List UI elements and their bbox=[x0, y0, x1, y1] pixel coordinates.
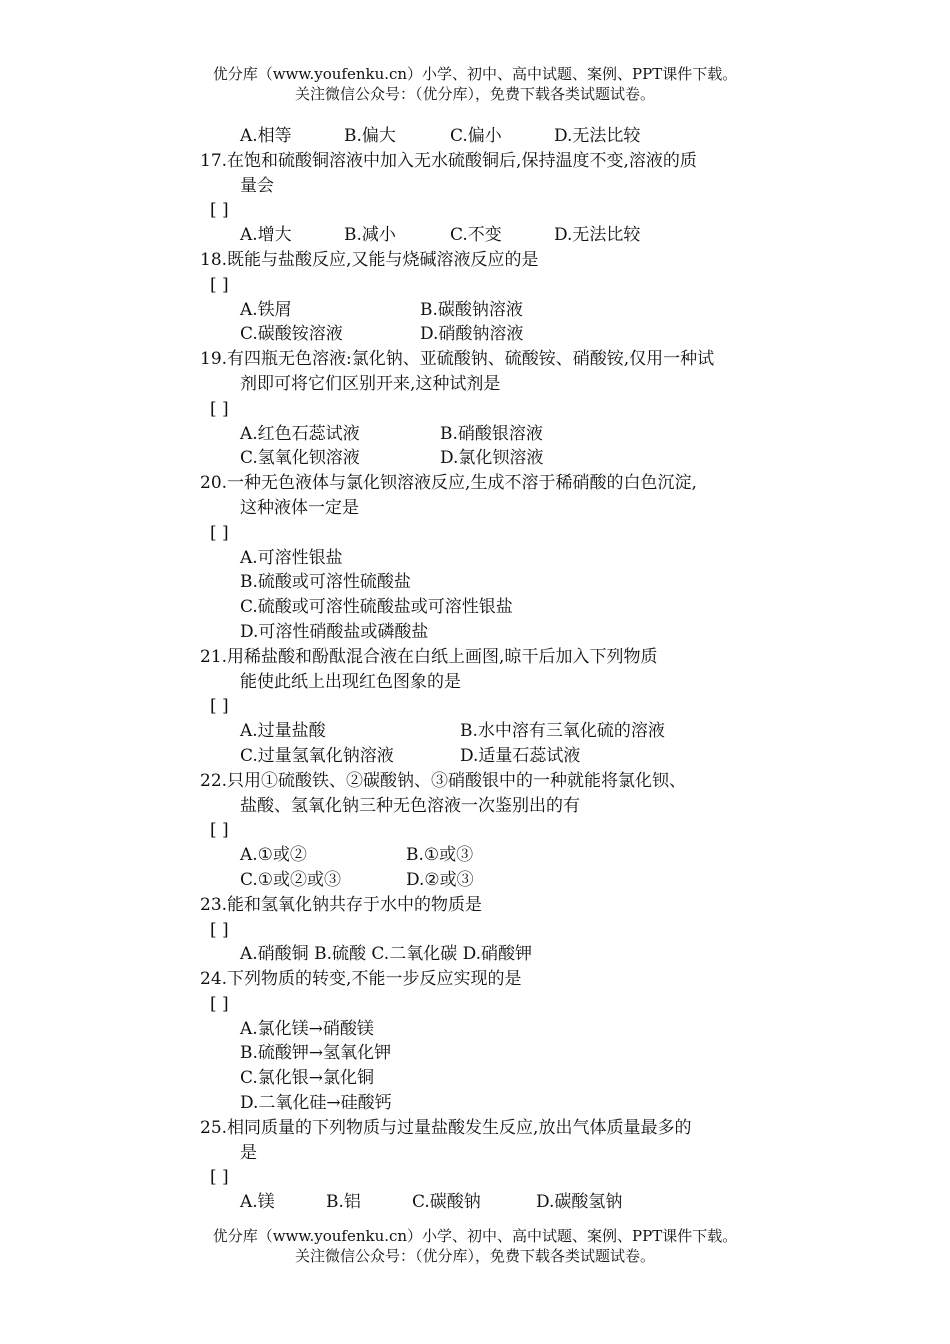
q19-option-d: D.氯化钡溶液 bbox=[440, 448, 544, 469]
q21-options-row2 bbox=[200, 744, 800, 769]
q19-option-b: B.硝酸银溶液 bbox=[440, 423, 543, 444]
q19-option-c: C.氢氧化钡溶液 bbox=[240, 448, 360, 469]
q25-option-a: A.镁 bbox=[240, 1192, 275, 1213]
q21-answer-bracket: [ ] bbox=[210, 696, 229, 717]
q16-option-a: A.相等 bbox=[240, 126, 292, 146]
q18-answer-bracket: [ ] bbox=[210, 274, 229, 295]
q18-option-d: D.硝酸钠溶液 bbox=[420, 324, 524, 345]
q22-option-d: D.②或③ bbox=[406, 869, 474, 890]
q17-stem-cont: 量会 bbox=[240, 175, 274, 196]
q18-option-a: A.铁屑 bbox=[240, 299, 292, 320]
q19-stem-cont: 剂即可将它们区别开来,这种试剂是 bbox=[240, 373, 501, 394]
q19-options-row2 bbox=[200, 446, 800, 471]
header-line-1: 优分库（www.youfenku.cn）小学、初中、高中试题、案例、PPT课件下载。 bbox=[212, 65, 738, 83]
q17-options bbox=[200, 223, 800, 248]
q23-stem: 23.能和氢氧化钠共存于水中的物质是 bbox=[200, 894, 483, 915]
q18-option-b: B.碳酸钠溶液 bbox=[420, 299, 523, 320]
q21-option-c: C.过量氢氧化钠溶液 bbox=[240, 745, 394, 766]
q22-stem-cont: 盐酸、氢氧化钠三种无色溶液一次鉴别出的有 bbox=[240, 795, 580, 816]
q18-options-row2 bbox=[200, 322, 800, 347]
q24-option-c: C.氯化银→氯化铜 bbox=[240, 1068, 375, 1089]
q24-option-a: A.氯化镁→硝酸镁 bbox=[240, 1018, 374, 1039]
q22-option-c: C.①或②或③ bbox=[240, 869, 342, 890]
q25-option-b: B.铝 bbox=[326, 1192, 361, 1213]
q19-stem: 19.有四瓶无色溶液:氯化钠、亚硫酸钠、硫酸铵、硝酸铵,仅用一种试 bbox=[200, 349, 715, 370]
q17-stem: 17.在饱和硫酸铜溶液中加入无水硫酸铜后,保持温度不变,溶液的质 bbox=[200, 150, 697, 171]
q22-options-row1 bbox=[200, 843, 800, 868]
q17-option-a: A.增大 bbox=[240, 225, 292, 246]
q20-stem-cont: 这种液体一定是 bbox=[240, 497, 359, 518]
q21-option-d: D.适量石蕊试液 bbox=[460, 745, 581, 766]
q22-stem: 22.只用①硫酸铁、②碳酸钠、③硝酸银中的一种就能将氯化钡、 bbox=[200, 770, 687, 791]
q24-answer-bracket: [ ] bbox=[210, 993, 229, 1014]
q20-option-c: C.硫酸或可溶性硫酸盐或可溶性银盐 bbox=[240, 597, 513, 618]
q24-stem: 24.下列物质的转变,不能一步反应实现的是 bbox=[200, 969, 522, 990]
footer-line-2: 关注微信公众号：（优分库），免费下载各类试题试卷。 bbox=[294, 1247, 655, 1265]
q25-option-c: C.碳酸钠 bbox=[412, 1192, 481, 1213]
q23-answer-bracket: [ ] bbox=[210, 919, 229, 940]
q21-option-b: B.水中溶有三氧化硫的溶液 bbox=[460, 721, 665, 742]
q16-options bbox=[200, 124, 800, 149]
question-list bbox=[200, 124, 800, 1215]
q24-option-d: D.二氧化硅→硅酸钙 bbox=[240, 1093, 392, 1114]
q25-options bbox=[200, 1190, 800, 1215]
header-line-2: 关注微信公众号：（优分库），免费下载各类试题试卷。 bbox=[294, 85, 655, 103]
q17-option-d: D.无法比较 bbox=[554, 225, 641, 246]
q20-stem: 20.一种无色液体与氯化钡溶液反应,生成不溶于稀硝酸的白色沉淀, bbox=[200, 473, 697, 494]
q22-answer-bracket: [ ] bbox=[210, 820, 229, 841]
q23-options: A.硝酸铜 B.硫酸 C.二氧化碳 D.硝酸钾 bbox=[240, 944, 533, 965]
page-footer bbox=[0, 1226, 950, 1266]
q25-option-d: D.碳酸氢钠 bbox=[536, 1192, 623, 1213]
q16-option-c: C.偏小 bbox=[450, 126, 502, 146]
q25-stem-cont: 是 bbox=[240, 1142, 257, 1163]
footer-line-1: 优分库（www.youfenku.cn）小学、初中、高中试题、案例、PPT课件下载。 bbox=[212, 1227, 738, 1245]
q24-option-b: B.硫酸钾→氢氧化钾 bbox=[240, 1043, 392, 1064]
q18-options-row1 bbox=[200, 298, 800, 323]
q19-option-a: A.红色石蕊试液 bbox=[240, 423, 360, 444]
q16-option-d: D.无法比较 bbox=[554, 126, 641, 146]
q21-stem: 21.用稀盐酸和酚酞混合液在白纸上画图,晾干后加入下列物质 bbox=[200, 646, 658, 667]
q18-stem: 18.既能与盐酸反应,又能与烧碱溶液反应的是 bbox=[200, 249, 539, 270]
q20-option-a: A.可溶性银盐 bbox=[240, 547, 343, 568]
q17-option-c: C.不变 bbox=[450, 225, 502, 246]
page-header bbox=[0, 64, 950, 104]
q22-options-row2 bbox=[200, 868, 800, 893]
q22-option-a: A.①或② bbox=[240, 845, 307, 866]
q25-stem: 25.相同质量的下列物质与过量盐酸发生反应,放出气体质量最多的 bbox=[200, 1117, 692, 1138]
q16-option-b: B.偏大 bbox=[344, 126, 396, 146]
q25-answer-bracket: [ ] bbox=[210, 1167, 229, 1188]
q22-option-b: B.①或③ bbox=[406, 845, 474, 866]
q18-option-c: C.碳酸铵溶液 bbox=[240, 324, 343, 345]
q20-answer-bracket: [ ] bbox=[210, 522, 229, 543]
q19-answer-bracket: [ ] bbox=[210, 398, 229, 419]
q17-answer-bracket: [ ] bbox=[210, 200, 229, 221]
q17-option-b: B.减小 bbox=[344, 225, 396, 246]
q20-option-d: D.可溶性硝酸盐或磷酸盐 bbox=[240, 621, 429, 642]
q21-option-a: A.过量盐酸 bbox=[240, 721, 326, 742]
q21-options-row1 bbox=[200, 719, 800, 744]
q21-stem-cont: 能使此纸上出现红色图象的是 bbox=[240, 671, 461, 692]
q20-option-b: B.硫酸或可溶性硫酸盐 bbox=[240, 572, 411, 593]
q19-options-row1 bbox=[200, 422, 800, 447]
